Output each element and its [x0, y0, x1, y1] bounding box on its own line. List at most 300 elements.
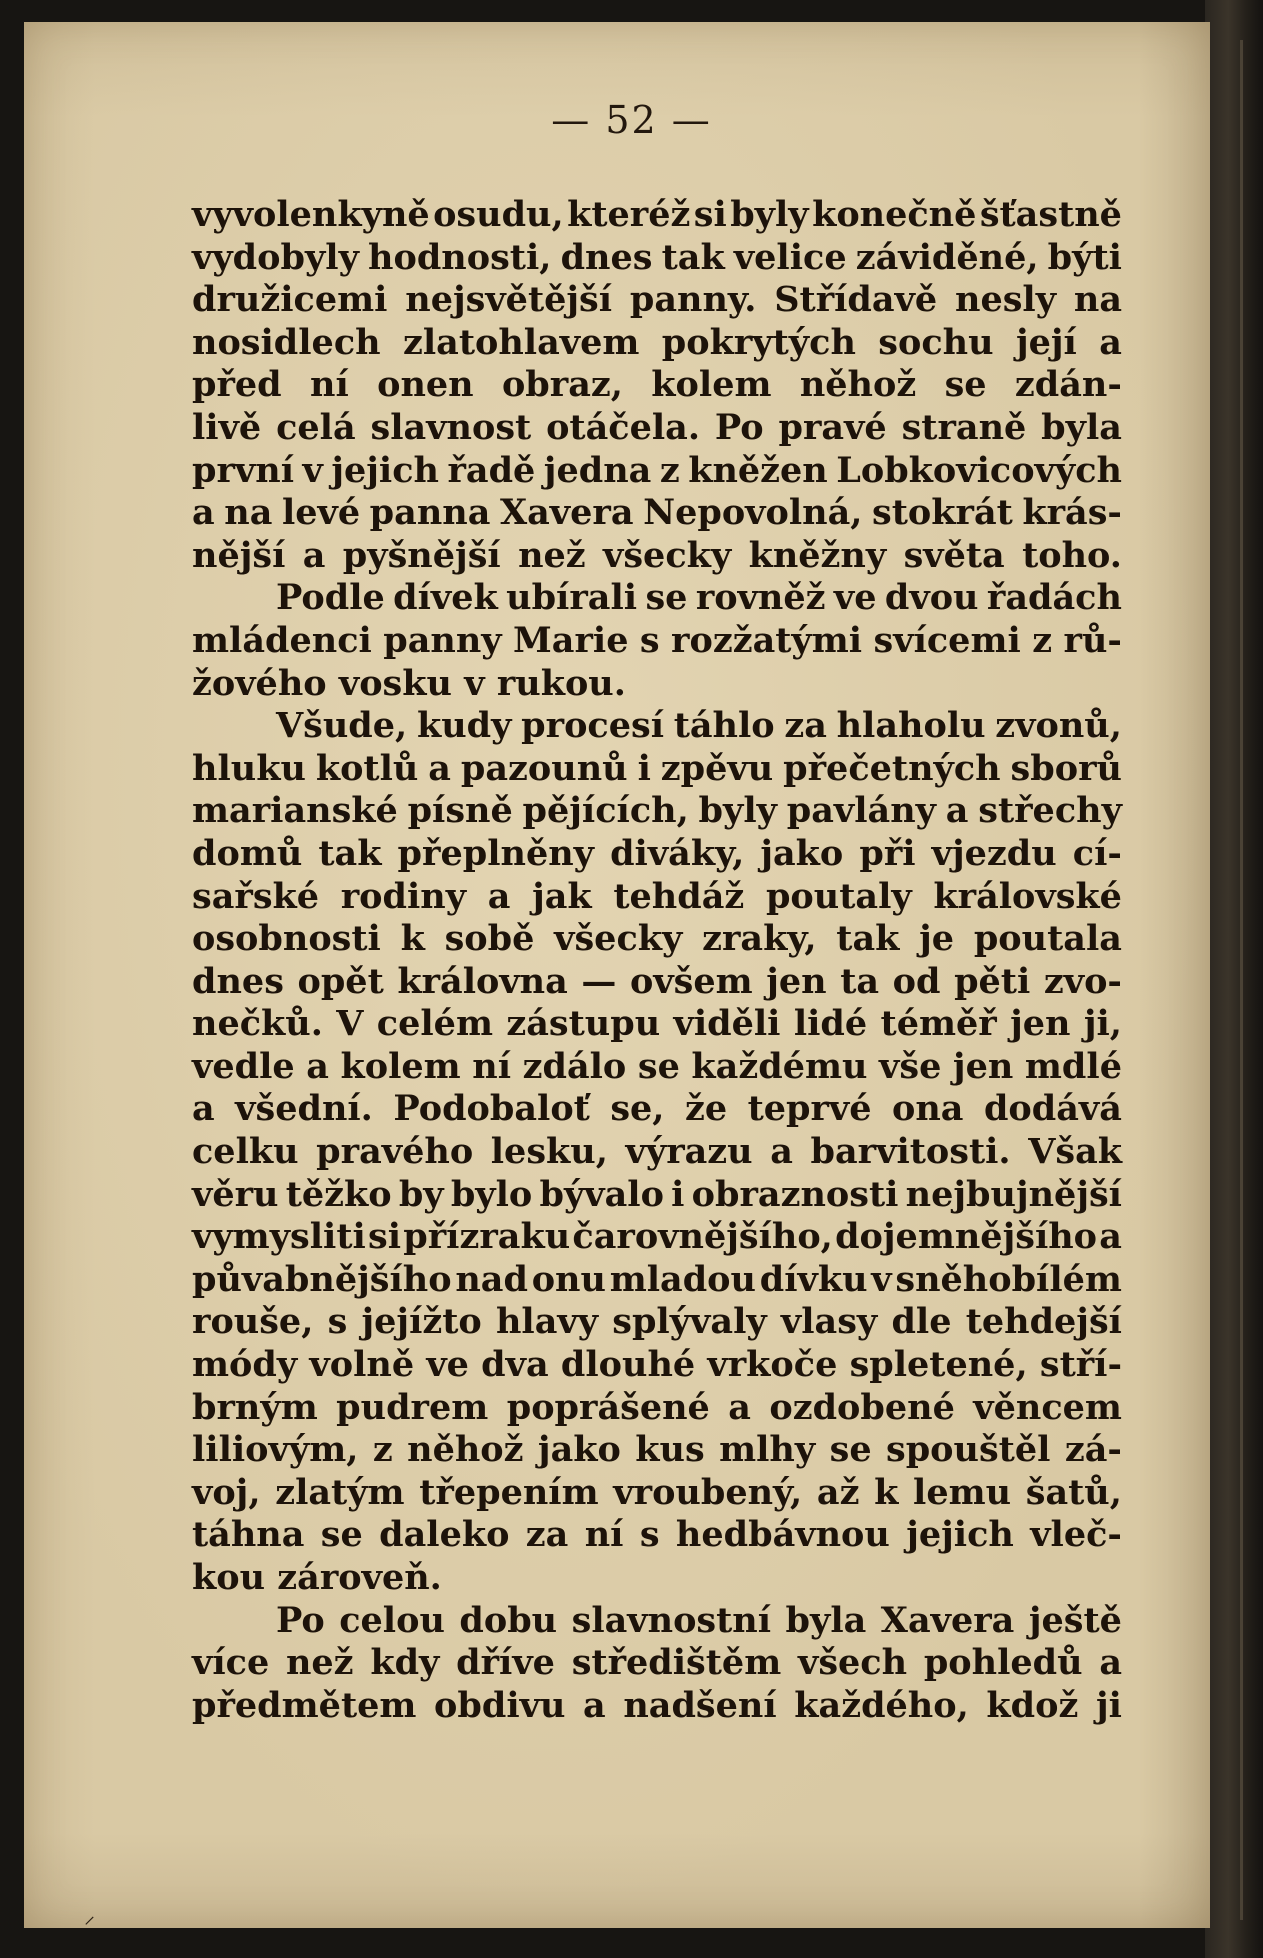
word: nejsvětější — [405, 279, 613, 321]
text-line — [192, 322, 1122, 365]
word: před — [192, 364, 282, 406]
word: ji, — [1083, 1003, 1122, 1045]
word: v — [302, 449, 323, 491]
word: zá- — [1064, 1429, 1122, 1471]
text-line — [192, 1685, 1122, 1728]
word: s — [639, 619, 660, 661]
text-line — [192, 1387, 1122, 1430]
word: konečně — [812, 194, 977, 235]
word: řadách — [986, 577, 1122, 619]
word: nadšení — [623, 1684, 777, 1726]
word: než — [285, 1642, 354, 1684]
word: třepením — [419, 1471, 599, 1513]
word: na — [1073, 279, 1122, 321]
word: z — [1032, 619, 1053, 661]
word: splývaly — [612, 1301, 767, 1343]
word: ona — [892, 1088, 964, 1130]
text-line — [192, 1344, 1122, 1387]
word: se — [944, 364, 987, 406]
text-line — [192, 876, 1122, 919]
word: něhož — [799, 364, 917, 406]
word: v — [464, 662, 485, 704]
word: panna — [369, 492, 491, 534]
word: spletené, — [849, 1344, 1028, 1386]
word: při — [859, 832, 916, 874]
word: domů — [192, 832, 303, 874]
word: táhlo — [673, 705, 775, 747]
word: sochu — [878, 321, 994, 363]
word: šťastně — [979, 194, 1122, 235]
word: k — [874, 1471, 899, 1513]
word: lesku, — [490, 1131, 608, 1173]
word: družicemi — [192, 279, 388, 321]
word: se — [637, 1045, 680, 1087]
word: půvabnějšího — [192, 1258, 452, 1300]
word: — — [581, 960, 617, 1002]
word: slavnostní — [571, 1599, 772, 1641]
text-line — [192, 748, 1122, 791]
word: a — [945, 790, 969, 832]
word: a — [1099, 1642, 1122, 1684]
word: i — [637, 747, 651, 789]
word: s — [639, 1514, 660, 1556]
word: mdlé — [1024, 1045, 1122, 1087]
word: stří- — [1039, 1344, 1122, 1386]
spine-line — [1240, 40, 1243, 1920]
word: ubírali — [506, 577, 638, 619]
word: lemu — [913, 1471, 1012, 1513]
word: nesly — [955, 279, 1057, 321]
word: diváky, — [610, 832, 745, 874]
word: a — [770, 1131, 793, 1173]
word: vjezdu — [931, 832, 1057, 874]
word: poutaly — [765, 875, 912, 917]
word: z — [372, 1429, 393, 1471]
word: byly — [698, 790, 777, 832]
word: hluku — [192, 747, 306, 789]
word: a — [302, 534, 326, 576]
word: procesí — [521, 705, 664, 747]
word: býti — [1047, 236, 1122, 278]
word: a — [192, 1088, 215, 1130]
text-line — [192, 1600, 1122, 1643]
word: vroubený, — [613, 1471, 803, 1513]
word: osobnosti — [192, 918, 381, 960]
word: i — [671, 1173, 685, 1215]
word: zdán- — [1014, 364, 1122, 406]
text-line — [192, 194, 1122, 237]
word: kolem — [340, 1045, 461, 1087]
word: celku — [192, 1131, 299, 1173]
word: pavlány — [786, 790, 937, 832]
word: marianské — [192, 790, 398, 832]
word: rodiny — [340, 875, 467, 917]
word: byla — [785, 1599, 867, 1641]
word: teprvé — [747, 1088, 872, 1130]
text-line — [192, 364, 1122, 407]
word: kněžny — [748, 534, 887, 576]
word: sborů — [1010, 747, 1122, 789]
word: spouštěl — [886, 1429, 1051, 1471]
word: dvou — [884, 577, 979, 619]
word: otáčela. — [546, 406, 701, 448]
text-line — [192, 1557, 1122, 1600]
word: předmětem — [192, 1684, 417, 1726]
word: kteréž — [567, 194, 691, 235]
word: jejížto — [361, 1301, 482, 1343]
word: tak — [661, 236, 725, 278]
word: velice — [733, 236, 847, 278]
word: pohledů — [923, 1642, 1083, 1684]
text-line — [192, 407, 1122, 450]
word: dříve — [456, 1642, 555, 1684]
word: se — [320, 1514, 363, 1556]
word: a — [1099, 1216, 1122, 1258]
word: jejich — [331, 449, 439, 491]
word: vrkoče — [707, 1344, 838, 1386]
word: módy — [192, 1344, 298, 1386]
word: každého, — [794, 1684, 969, 1726]
word: od — [892, 960, 941, 1002]
word: se — [829, 1429, 872, 1471]
word: přeplněny — [397, 832, 594, 874]
word: Však — [1028, 1131, 1122, 1173]
word: dnes — [192, 960, 284, 1002]
text-line — [192, 535, 1122, 578]
word: vosku — [338, 662, 452, 704]
word: pěti — [954, 960, 1031, 1002]
word: všech — [797, 1642, 908, 1684]
word: ve — [426, 1344, 469, 1386]
word: výrazu — [625, 1131, 753, 1173]
word: pokrytých — [661, 321, 856, 363]
word: jedna — [543, 449, 652, 491]
word: poprášené — [506, 1386, 710, 1428]
text-line — [192, 1301, 1122, 1344]
word: a — [583, 1684, 606, 1726]
text-line — [192, 1429, 1122, 1472]
word: liliovým, — [192, 1429, 359, 1471]
word: těžko — [285, 1173, 392, 1215]
word: jejich — [906, 1514, 1014, 1556]
word: se, — [610, 1088, 665, 1130]
word: každému — [691, 1045, 868, 1087]
word: nosidlech — [192, 321, 381, 363]
word: jak — [532, 875, 592, 917]
word: k — [400, 918, 425, 960]
word: vleč- — [1030, 1514, 1122, 1556]
word: toho. — [1022, 534, 1122, 576]
word: nečků. — [192, 1003, 323, 1045]
word: všecky — [603, 534, 732, 576]
word: dobu — [459, 1599, 558, 1641]
text-line — [192, 577, 1122, 620]
word: slavnost — [370, 406, 532, 448]
word: Marie — [513, 619, 629, 661]
word: zpěvu — [660, 747, 774, 789]
word: než — [518, 534, 586, 576]
word: vymysliti — [192, 1216, 366, 1258]
word: pyšnější — [342, 534, 501, 576]
text-line — [192, 790, 1122, 833]
word: stokrát — [872, 492, 1013, 534]
word: dojemnějšího — [835, 1216, 1098, 1258]
word: tak — [318, 832, 382, 874]
word: hodnosti, — [368, 236, 552, 278]
word: něhož — [407, 1429, 524, 1471]
word: kotlů — [315, 747, 419, 789]
word: přízraku — [403, 1216, 571, 1258]
text-line — [192, 1003, 1122, 1046]
text-line — [192, 237, 1122, 280]
page-number: — 52 — — [551, 98, 712, 142]
word: hlaholu — [836, 705, 986, 747]
body-text — [192, 194, 1122, 1727]
word: obraznosti — [691, 1173, 899, 1215]
text-line — [192, 918, 1122, 961]
word: cí- — [1072, 832, 1122, 874]
word: onu — [531, 1258, 606, 1300]
word: že — [684, 1088, 728, 1130]
word: dva — [481, 1344, 549, 1386]
word: a — [306, 1045, 329, 1087]
word: dnes — [560, 236, 653, 278]
word: opět — [297, 960, 384, 1002]
word: celá — [276, 406, 356, 448]
word: rovněž — [695, 577, 826, 619]
word: téměř — [880, 1003, 997, 1045]
word: čarovnějšího, — [572, 1216, 833, 1258]
word: onen — [377, 364, 474, 406]
word: vše — [879, 1045, 942, 1087]
word: táhna — [192, 1514, 305, 1556]
word: řadě — [447, 449, 536, 491]
word: zraky, — [702, 918, 817, 960]
word: byly — [730, 194, 809, 235]
word: Xavera — [499, 492, 634, 534]
word: dívku — [759, 1258, 868, 1300]
word: pějících, — [522, 790, 689, 832]
word: nad — [455, 1258, 528, 1300]
word: kdy — [370, 1642, 440, 1684]
word: si — [693, 194, 727, 235]
word: zlatohlavem — [402, 321, 640, 363]
word: hlavy — [495, 1301, 599, 1343]
word: svícemi — [873, 619, 1021, 661]
word: Podobaloť — [393, 1088, 590, 1130]
word: obdivu — [434, 1684, 566, 1726]
word: ní — [472, 1045, 512, 1087]
word: a — [192, 492, 215, 534]
word: rů- — [1063, 619, 1122, 661]
word: dodává — [983, 1088, 1122, 1130]
word: věncem — [973, 1386, 1122, 1428]
word: její — [1015, 321, 1077, 363]
word: střechy — [978, 790, 1122, 832]
word: písně — [407, 790, 513, 832]
word: Střídavě — [774, 279, 938, 321]
word: krás- — [1022, 492, 1122, 534]
text-line — [192, 450, 1122, 493]
word: panny. — [629, 279, 757, 321]
word: dle — [891, 1301, 952, 1343]
word: obraz, — [501, 364, 623, 406]
word: poutala — [973, 918, 1122, 960]
word: šatů, — [1025, 1471, 1122, 1513]
word: osudu, — [433, 194, 564, 235]
word: za — [784, 705, 827, 747]
word: královna — [397, 960, 568, 1002]
word: jako — [537, 1429, 621, 1471]
text-line — [192, 663, 1122, 706]
word: tehdejší — [965, 1301, 1122, 1343]
word: zvo- — [1043, 960, 1122, 1002]
text-line — [192, 1259, 1122, 1302]
book-spine-edge — [1205, 0, 1263, 1958]
text-line — [192, 1131, 1122, 1174]
word: a — [728, 1386, 751, 1428]
text-line — [192, 492, 1122, 535]
word: ji — [1095, 1684, 1122, 1726]
word: se — [645, 577, 688, 619]
word: vyvolenkyně — [192, 194, 430, 235]
word: Podle — [276, 577, 385, 619]
word: nější — [192, 534, 286, 576]
word: a — [1099, 321, 1122, 363]
word: kou — [192, 1557, 266, 1598]
word: V — [336, 1003, 364, 1045]
word: zlatým — [275, 1471, 405, 1513]
word: Po — [276, 1599, 325, 1641]
word: kus — [635, 1429, 705, 1471]
word: světa — [903, 534, 1005, 576]
word: nejbujnější — [905, 1173, 1122, 1215]
word: ovšem — [629, 960, 753, 1002]
word: královské — [933, 875, 1122, 917]
word: ještě — [1028, 1599, 1122, 1641]
word: na — [224, 492, 273, 534]
word: a — [428, 747, 451, 789]
text-line — [192, 1216, 1122, 1259]
text-line — [192, 1046, 1122, 1089]
word: rozžatými — [671, 619, 863, 661]
word: jen — [1010, 1003, 1071, 1045]
text-line — [192, 620, 1122, 663]
text-line — [192, 833, 1122, 876]
word: si — [368, 1216, 402, 1258]
word: vedle — [192, 1045, 295, 1087]
word: zástupu — [506, 1003, 661, 1045]
word: až — [816, 1471, 860, 1513]
word: bylo — [450, 1173, 533, 1215]
word: kdož — [986, 1684, 1079, 1726]
word: dívek — [393, 577, 498, 619]
text-line — [192, 279, 1122, 322]
word: kudy — [416, 705, 512, 747]
word: ve — [833, 577, 877, 619]
word: vlasy — [780, 1301, 878, 1343]
word: bývalo — [539, 1173, 664, 1215]
word: jako — [760, 832, 844, 874]
word: livě — [192, 406, 262, 448]
word: panny — [383, 619, 502, 661]
word: pravé — [778, 406, 887, 448]
word: celém — [376, 1003, 493, 1045]
word: je — [919, 918, 955, 960]
word: voj, — [192, 1471, 261, 1513]
word: z — [659, 449, 680, 491]
word: brným — [192, 1386, 318, 1428]
word: viděli — [673, 1003, 781, 1045]
word: za — [525, 1514, 569, 1556]
word: kolem — [651, 364, 772, 406]
word: straně — [901, 406, 1027, 448]
word: by — [398, 1173, 444, 1215]
text-line — [192, 1174, 1122, 1217]
word: tak — [836, 918, 900, 960]
word: Po — [714, 406, 764, 448]
word: záviděné, — [855, 236, 1039, 278]
word: zároveň. — [277, 1557, 442, 1598]
word: pazounů — [460, 747, 628, 789]
word: přečetných — [783, 747, 1001, 789]
word: první — [192, 449, 294, 491]
word: dlouhé — [560, 1344, 696, 1386]
word: věru — [192, 1173, 279, 1215]
text-line — [192, 1472, 1122, 1515]
word: zdálo — [522, 1045, 627, 1087]
word: Všude, — [276, 705, 408, 747]
text-line — [192, 1088, 1122, 1131]
word: ozdobené — [769, 1386, 955, 1428]
word: a — [487, 875, 511, 917]
word: pravého — [316, 1131, 474, 1173]
text-line — [192, 1514, 1122, 1557]
word: sobě — [444, 918, 535, 960]
word: vydobyly — [192, 236, 359, 278]
word: sněhobílém — [895, 1258, 1122, 1300]
word: s — [327, 1301, 348, 1343]
word: Nepovolná, — [643, 492, 863, 534]
word: jen — [952, 1045, 1014, 1087]
word: tehdáž — [613, 875, 745, 917]
word: hedbávnou — [675, 1514, 890, 1556]
word: mladou — [609, 1258, 756, 1300]
word: středištěm — [571, 1642, 782, 1684]
text-line — [192, 961, 1122, 1004]
word: barvitosti. — [810, 1131, 1011, 1173]
word: volně — [309, 1344, 415, 1386]
word: celou — [339, 1599, 445, 1641]
word: všecky — [554, 918, 683, 960]
word: v — [871, 1258, 892, 1300]
word: pudrem — [336, 1386, 489, 1428]
word: mládenci — [192, 619, 372, 661]
word: ní — [310, 364, 349, 406]
word: ta — [840, 960, 880, 1002]
word: levé — [281, 492, 361, 534]
word: žového — [192, 662, 327, 704]
word: Lobkovicových — [836, 449, 1122, 491]
word: kněžen — [688, 449, 828, 491]
word: Xavera — [880, 1599, 1015, 1641]
word: zvonů, — [995, 705, 1122, 747]
word: ní — [584, 1514, 624, 1556]
word: více — [192, 1642, 270, 1684]
text-line — [192, 1642, 1122, 1685]
ink-mark: ⸝ — [84, 1904, 96, 1929]
word: rouše, — [192, 1301, 314, 1343]
